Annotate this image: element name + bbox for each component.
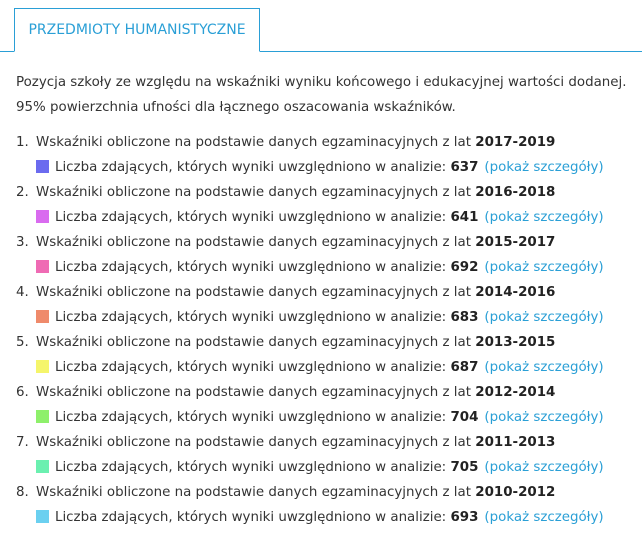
list-item bbox=[16, 180, 638, 230]
list-item-years: 2013-2015 bbox=[475, 335, 556, 350]
color-swatch bbox=[36, 260, 49, 273]
list-item-heading bbox=[16, 380, 638, 405]
list-item-number: 7. bbox=[16, 435, 29, 450]
count-value: 641 bbox=[450, 210, 479, 225]
intro-line-2: 95% powierzchnia ufności dla łącznego oszacowania wskaźników. bbox=[16, 100, 456, 115]
list-item-heading bbox=[16, 130, 638, 155]
list-item-prefix: Wskaźniki obliczone na podstawie danych egzaminacyjnych z lat bbox=[36, 185, 476, 200]
count-label: Liczba zdających, których wyniki uwzględniono w analizie: bbox=[55, 310, 451, 325]
list-item bbox=[16, 130, 638, 180]
list-item-heading bbox=[16, 480, 638, 505]
list-item bbox=[16, 230, 638, 280]
list-item-years: 2011-2013 bbox=[475, 435, 556, 450]
show-details-link[interactable]: (pokaż szczegóły) bbox=[484, 510, 604, 525]
list-item-number: 5. bbox=[16, 335, 29, 350]
list-item-years: 2012-2014 bbox=[475, 385, 556, 400]
color-swatch bbox=[36, 210, 49, 223]
list-item-years: 2015-2017 bbox=[475, 235, 556, 250]
list-item-prefix: Wskaźniki obliczone na podstawie danych egzaminacyjnych z lat bbox=[36, 235, 476, 250]
list-item bbox=[16, 380, 638, 430]
list-item-heading bbox=[16, 430, 638, 455]
list-item bbox=[16, 280, 638, 330]
show-details-link[interactable]: (pokaż szczegóły) bbox=[484, 160, 604, 175]
list-item-prefix: Wskaźniki obliczone na podstawie danych egzaminacyjnych z lat bbox=[36, 335, 476, 350]
count-value: 704 bbox=[450, 410, 479, 425]
list-item-heading bbox=[16, 180, 638, 205]
list-item-number: 6. bbox=[16, 385, 29, 400]
list-item-prefix: Wskaźniki obliczone na podstawie danych egzaminacyjnych z lat bbox=[36, 135, 476, 150]
show-details-link[interactable]: (pokaż szczegóły) bbox=[484, 460, 604, 475]
list-item-prefix: Wskaźniki obliczone na podstawie danych egzaminacyjnych z lat bbox=[36, 435, 476, 450]
list-item-count-row bbox=[16, 305, 638, 330]
list-item-number: 2. bbox=[16, 185, 29, 200]
list-item bbox=[16, 480, 638, 530]
count-label: Liczba zdających, których wyniki uwzględniono w analizie: bbox=[55, 210, 451, 225]
list-item-prefix: Wskaźniki obliczone na podstawie danych egzaminacyjnych z lat bbox=[36, 485, 476, 500]
list-item-number: 3. bbox=[16, 235, 29, 250]
list-item bbox=[16, 330, 638, 380]
show-details-link[interactable]: (pokaż szczegóły) bbox=[484, 310, 604, 325]
count-value: 637 bbox=[450, 160, 479, 175]
list-item-heading bbox=[16, 280, 638, 305]
color-swatch bbox=[36, 310, 49, 323]
list-item-count-row bbox=[16, 155, 638, 180]
show-details-link[interactable]: (pokaż szczegóły) bbox=[484, 210, 604, 225]
count-label: Liczba zdających, których wyniki uwzględniono w analizie: bbox=[55, 460, 451, 475]
color-swatch bbox=[36, 410, 49, 423]
list-item-prefix: Wskaźniki obliczone na podstawie danych egzaminacyjnych z lat bbox=[36, 285, 476, 300]
count-value: 683 bbox=[450, 310, 479, 325]
count-label: Liczba zdających, których wyniki uwzględniono w analizie: bbox=[55, 410, 451, 425]
count-value: 705 bbox=[450, 460, 479, 475]
list-item-count-row bbox=[16, 355, 638, 380]
list-item bbox=[16, 430, 638, 480]
list-item-prefix: Wskaźniki obliczone na podstawie danych egzaminacyjnych z lat bbox=[36, 385, 476, 400]
list-item-count-row bbox=[16, 255, 638, 280]
show-details-link[interactable]: (pokaż szczegóły) bbox=[484, 260, 604, 275]
color-swatch bbox=[36, 510, 49, 523]
list-item-years: 2017-2019 bbox=[475, 135, 556, 150]
intro-line-1: Pozycja szkoły ze względu na wskaźniki wyniku końcowego i edukacyjnej wartości dodanej. bbox=[16, 75, 627, 90]
list-item-years: 2014-2016 bbox=[475, 285, 556, 300]
tab-przedmioty-humanistyczne[interactable]: PRZEDMIOTY HUMANISTYCZNE bbox=[14, 8, 260, 52]
list-item-count-row bbox=[16, 405, 638, 430]
tab-bar bbox=[0, 0, 642, 52]
count-label: Liczba zdających, których wyniki uwzględniono w analizie: bbox=[55, 260, 451, 275]
list-item-heading bbox=[16, 330, 638, 355]
list-item-years: 2010-2012 bbox=[475, 485, 556, 500]
count-label: Liczba zdających, których wyniki uwzględniono w analizie: bbox=[55, 360, 451, 375]
count-value: 693 bbox=[450, 510, 479, 525]
list-item-heading bbox=[16, 230, 638, 255]
intro-text bbox=[16, 70, 638, 120]
analysis-list bbox=[16, 130, 638, 530]
color-swatch bbox=[36, 460, 49, 473]
count-label: Liczba zdających, których wyniki uwzględniono w analizie: bbox=[55, 510, 451, 525]
list-item-count-row bbox=[16, 505, 638, 530]
list-item-years: 2016-2018 bbox=[475, 185, 556, 200]
count-value: 692 bbox=[450, 260, 479, 275]
list-item-number: 1. bbox=[16, 135, 29, 150]
list-item-count-row bbox=[16, 205, 638, 230]
show-details-link[interactable]: (pokaż szczegóły) bbox=[484, 410, 604, 425]
count-label: Liczba zdających, których wyniki uwzględniono w analizie: bbox=[55, 160, 451, 175]
show-details-link[interactable]: (pokaż szczegóły) bbox=[484, 360, 604, 375]
count-value: 687 bbox=[450, 360, 479, 375]
list-item-number: 4. bbox=[16, 285, 29, 300]
color-swatch bbox=[36, 360, 49, 373]
list-item-number: 8. bbox=[16, 485, 29, 500]
list-item-count-row bbox=[16, 455, 638, 480]
color-swatch bbox=[36, 160, 49, 173]
